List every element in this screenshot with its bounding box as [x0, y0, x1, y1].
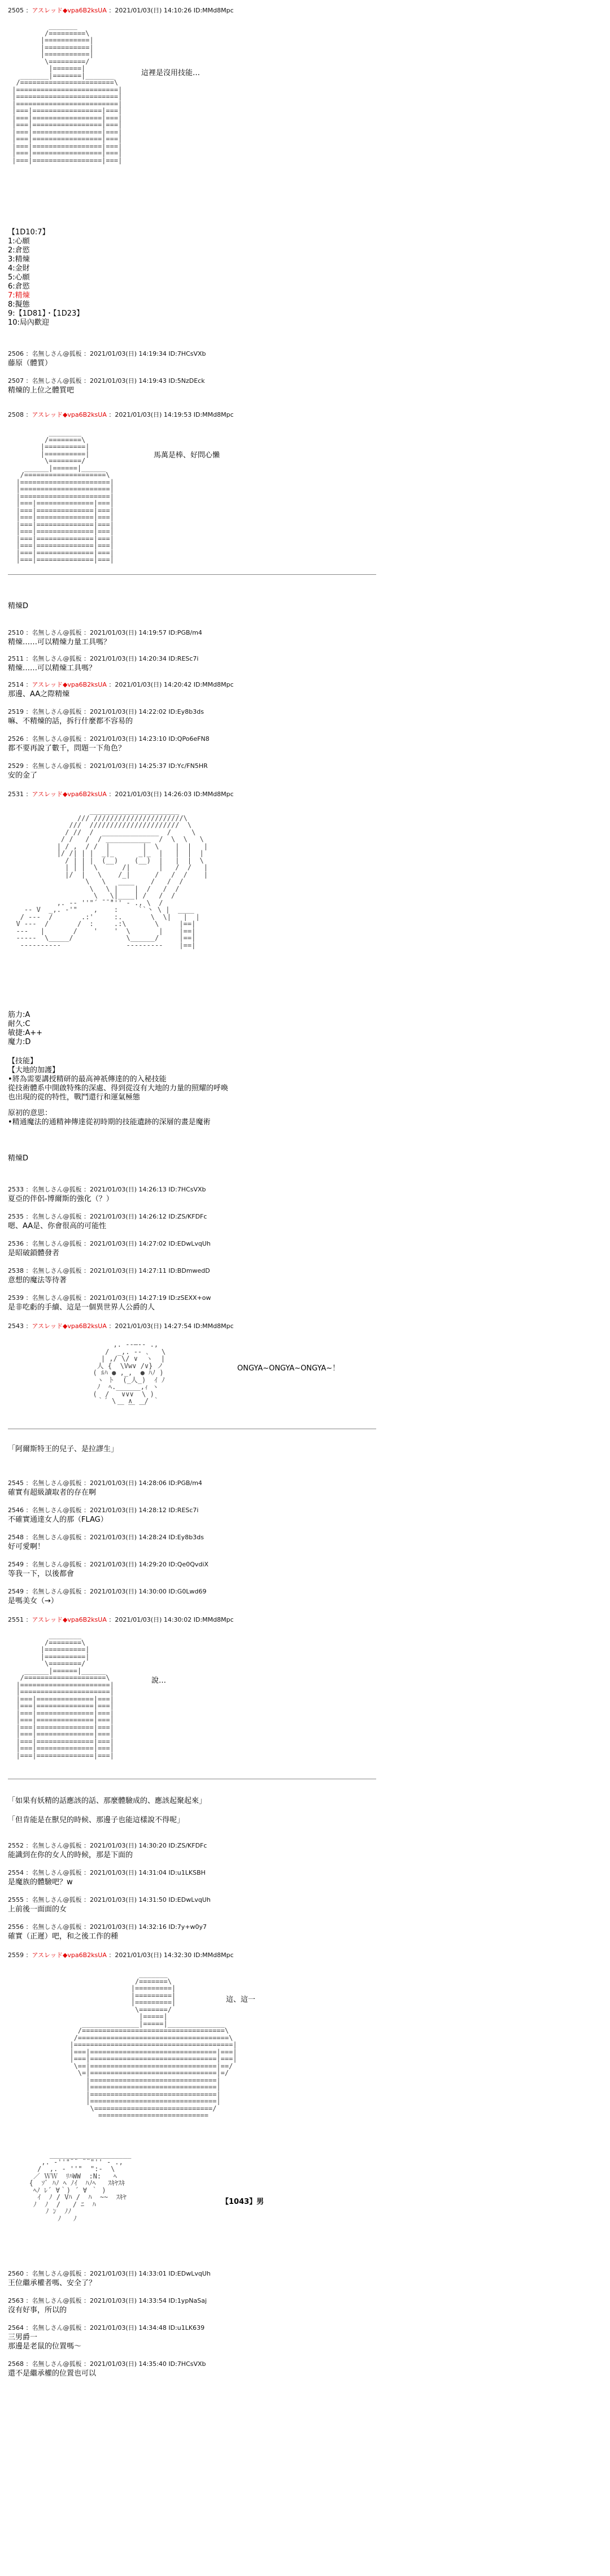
post-2546	[8, 1507, 381, 1525]
post-2508	[8, 411, 381, 419]
post-header: 2511 ：名無しさん@狐板 ：2021/01/03(日) 14:20:34 ID:RESc7i	[8, 655, 199, 662]
post-header: 2552 ：名無しさん@狐板 ：2021/01/03(日) 14:30:20 ID:ZS/KFDFc	[8, 1842, 207, 1849]
post-number[interactable]: 2545	[8, 1479, 24, 1487]
poster-id[interactable]: ID:7HCsVXb	[168, 2360, 206, 2368]
post-header: 2556 ：名無しさん@狐板 ：2021/01/03(日) 14:32:16 ID:7y+w0y7	[8, 1923, 207, 1931]
post-date: 2021/01/03(日) 14:32:30	[115, 1951, 192, 1959]
post-2551	[8, 1616, 381, 1624]
post-header: 2559 ：アスレッド◆vpa6B2ksUA ：2021/01/03(日) 14:32:30 ID:MMd8Mpc	[8, 1951, 234, 1959]
post-date: 2021/01/03(日) 14:23:10	[90, 735, 167, 743]
post-2545	[8, 1479, 381, 1497]
post-body-line: 不確實通達女人的那（FLAG）	[8, 1516, 108, 1524]
ascii-art-crowd: ____________________ ,. -''"¨¨ ¨¨"'' - ., / ,. - ''" ":- \ ／ ＷＷ ﾘﾊWW :N: ﾍ { ｿﾞ ﾊﾉ ﾍ ﾉｲ ﾊﾉﾍ ｽｷﾔｽｷ ﾍﾉ ﾚ´ ∀｀) ´ ∀ ｀ ) ｲ ﾉ / Vﾊ / ﾊ ~~ ｽｷﾔ ﾉ ﾉ / / ﾆ ﾊ ﾉ ﾝ ﾉﾉ ﾉ ﾉ	[29, 2151, 132, 2223]
post-date: 2021/01/03(日) 14:22:02	[90, 708, 167, 715]
post-number[interactable]: 2535	[8, 1213, 24, 1220]
post-body-line: 那邊是老鼠的位置嗎～	[8, 2342, 82, 2351]
roll-item: 4:金財	[8, 264, 30, 273]
poster-name: 名無しさん@狐板	[32, 2360, 82, 2368]
post-body-line: 意想的魔法等待著	[8, 1276, 67, 1285]
post-header: 2539 ：名無しさん@狐板 ：2021/01/03(日) 14:27:19 ID:zSEXX+ow	[8, 1294, 211, 1302]
post-header: 2529 ：名無しさん@狐板 ：2021/01/03(日) 14:25:37 ID:Yc/FN5HR	[8, 762, 208, 770]
poster-id[interactable]: ID:EDwLvqUh	[168, 1896, 211, 1903]
poster-name: 名無しさん@狐板	[32, 1479, 82, 1487]
poster-name: 名無しさん@狐板	[32, 708, 82, 715]
post-body-line: 還不是繼承權的位置也可以	[8, 2369, 97, 2378]
roll-list	[8, 228, 84, 328]
post-date: 2021/01/03(日) 14:35:40	[90, 2360, 167, 2368]
poster-id[interactable]: ID:ZS/KFDFc	[168, 1842, 207, 1849]
post-header: 2531 ：アスレッド◆vpa6B2ksUA ：2021/01/03(日) 14:26:03 ID:MMd8Mpc	[8, 791, 234, 798]
post-header: 2538 ：名無しさん@狐板 ：2021/01/03(日) 14:27:11 ID:BDmwedD	[8, 1267, 210, 1274]
post-2559	[8, 1951, 381, 1959]
skill-line: •將為需要講授精研的最高神祇傳達的的入秘技能	[8, 1075, 167, 1084]
post-date: 2021/01/03(日) 14:25:37	[90, 762, 167, 770]
post-number[interactable]: 2508	[8, 411, 24, 418]
poster-id[interactable]: ID:PGB/m4	[168, 1479, 202, 1487]
roll-item: 3:精煉	[8, 255, 30, 264]
post-body-line: 確實（正遲）吧，和之後工作的種	[8, 1932, 119, 1941]
post-header: 2505 ：アスレッド◆vpa6B2ksUA ：2021/01/03(日) 14:10:26 ID:MMd8Mpc	[8, 7, 234, 14]
post-2529	[8, 762, 381, 780]
post-number[interactable]: 2552	[8, 1842, 24, 1849]
post-2552	[8, 1842, 381, 1860]
roll-item: 2:倉慾	[8, 246, 30, 255]
post-header: 2555 ：名無しさん@狐板 ：2021/01/03(日) 14:31:50 ID:EDwLvqUh	[8, 1896, 211, 1903]
post-number[interactable]: 2539	[8, 1294, 24, 1302]
post-number[interactable]: 2551	[8, 1616, 24, 1623]
poster-id[interactable]: ID:7HCsVXb	[168, 350, 206, 357]
ascii-art-figure-3: ______________________ /// //////////////////////\ /// ////////////////////// \ / // / ______________ / \ / / / / ___________ / \ \ \ | / , / / | | \ | | | |/ /| | | _|_ _|_ | | | | / | | | (__) (__) | | | \ | | | \ /| | / / | |/ | \ /_| / / / | \ \ ____ / / / \ \ | | / / / \ \|____| / / / ,. -‐ ''"´ ̄ ̄ ̄"'' - ., \ / -- V _,. ‐'" , : ``丶 \ | ____ / --- / .:' :. \ \| | | V --- / / : .:\ \ |==| --- | / ' ' \ | |==| ----- \_____/ \______/ |==| ---------- --------- |==|	[16, 807, 208, 949]
poster-id[interactable]: ID:MMd8Mpc	[193, 411, 234, 418]
post-2554	[8, 1869, 381, 1887]
poster-id[interactable]: ID:EDwLvqUh	[168, 1240, 211, 1247]
post-number[interactable]: 2529	[8, 762, 24, 770]
poster-id[interactable]: ID:Qe0QvdiX	[168, 1561, 208, 1568]
post-number[interactable]: 2556	[8, 1923, 24, 1931]
post-date: 2021/01/03(日) 14:27:19	[90, 1294, 167, 1302]
post-body-line: 那邊、AA之際精煉	[8, 690, 70, 698]
poster-id[interactable]: ID:MMd8Mpc	[193, 791, 234, 798]
poster-name: 名無しさん@狐板	[32, 1294, 82, 1302]
post-header: 2506 ：名無しさん@狐板 ：2021/01/03(日) 14:19:34 ID:7HCsVXb	[8, 350, 206, 357]
post-body-line: 精煉……可以精煉力量工具嗎？	[8, 638, 111, 647]
poster-id[interactable]: ID:EDwLvqUh	[168, 2270, 211, 2277]
poster-name: 名無しさん@狐板	[32, 350, 82, 357]
skill-line: •精通魔法的通精神傳達從初時期的技能遺跡的深層的畫是魔術	[8, 1118, 211, 1127]
skill-line: 【大地的加護】	[8, 1066, 60, 1075]
poster-id[interactable]: ID:MMd8Mpc	[193, 1616, 234, 1623]
post-date: 2021/01/03(日) 14:30:02	[115, 1616, 192, 1623]
poster-trip: ◆vpa6B2ksUA	[62, 791, 107, 798]
section-label: 精煉D	[8, 602, 29, 610]
post-date: 2021/01/03(日) 14:27:54	[115, 1322, 192, 1330]
roll-item-highlight: 7:精煉	[8, 291, 30, 300]
speech-bubble-text: 這、這一	[226, 1996, 256, 2004]
post-header: 2563 ：名無しさん@狐板 ：2021/01/03(日) 14:33:54 ID:1ypNaSaj	[8, 2297, 207, 2304]
poster-name: 名無しさん@狐板	[32, 2297, 82, 2304]
post-number[interactable]: 2548	[8, 1534, 24, 1541]
post-2549b	[8, 1588, 381, 1606]
post-2505	[8, 7, 381, 15]
post-header: 2526 ：名無しさん@狐板 ：2021/01/03(日) 14:23:10 ID:QPo6eFN8	[8, 735, 210, 743]
poster-name: アスレッド	[32, 681, 63, 688]
post-number[interactable]: 2559	[8, 1951, 24, 1959]
poster-name: 名無しさん@狐板	[32, 1267, 82, 1274]
post-number[interactable]: 2563	[8, 2297, 24, 2304]
poster-id[interactable]: ID:QPo6eFN8	[168, 735, 210, 743]
stat-line: 敏捷:A++	[8, 1029, 43, 1037]
post-date: 2021/01/03(日) 14:33:54	[90, 2297, 167, 2304]
post-body-line: 都不要再說了數千，問題一下角色？	[8, 744, 126, 753]
post-number[interactable]: 2564	[8, 2324, 24, 2332]
post-body-line: 沒有好事，所以的	[8, 2306, 67, 2315]
poster-id[interactable]: ID:RESc7i	[168, 655, 199, 662]
post-2564	[8, 2324, 381, 2351]
post-header: 2514 ：アスレッド◆vpa6B2ksUA ：2021/01/03(日) 14:20:42 ID:MMd8Mpc	[8, 681, 234, 688]
poster-name: 名無しさん@狐板	[32, 1588, 82, 1595]
post-body-line: 嘛、不精煉的話，拆行什麼都不容易的	[8, 717, 133, 726]
post-date: 2021/01/03(日) 14:10:26	[115, 7, 192, 14]
post-2548	[8, 1534, 381, 1552]
post-2539	[8, 1294, 381, 1312]
post-2507	[8, 377, 381, 395]
post-date: 2021/01/03(日) 14:20:34	[90, 655, 167, 662]
post-2531	[8, 791, 381, 798]
post-date: 2021/01/03(日) 14:27:02	[90, 1240, 167, 1247]
poster-trip: ◆vpa6B2ksUA	[62, 1322, 107, 1330]
post-header: 2554 ：名無しさん@狐板 ：2021/01/03(日) 14:31:04 ID:u1LKSBH	[8, 1869, 206, 1876]
post-date: 2021/01/03(日) 14:28:24	[90, 1534, 167, 1541]
poster-id[interactable]: ID:MMd8Mpc	[193, 1951, 234, 1959]
roll-item: 10:局內歡迎	[8, 318, 49, 327]
poster-name: 名無しさん@狐板	[32, 1842, 82, 1849]
poster-name: 名無しさん@狐板	[32, 1561, 82, 1568]
poster-id[interactable]: ID:7HCsVXb	[168, 1186, 206, 1193]
post-date: 2021/01/03(日) 14:19:57	[90, 629, 167, 636]
post-2556	[8, 1923, 381, 1941]
poster-trip: ◆vpa6B2ksUA	[62, 1616, 107, 1623]
post-header: 2508 ：アスレッド◆vpa6B2ksUA ：2021/01/03(日) 14:19:53 ID:MMd8Mpc	[8, 411, 234, 418]
post-header: 2546 ：名無しさん@狐板 ：2021/01/03(日) 14:28:12 ID:RESc7i	[8, 1507, 199, 1514]
post-date: 2021/01/03(日) 14:31:50	[90, 1896, 167, 1903]
speech-bubble-text: ONGYA~ONGYA~ONGYA~！	[237, 1364, 340, 1373]
post-number[interactable]: 2519	[8, 708, 24, 715]
post-header: 2507 ：名無しさん@狐板 ：2021/01/03(日) 14:19:43 ID:5NzDEck	[8, 377, 205, 385]
poster-id[interactable]: ID:RESc7i	[168, 1507, 199, 1514]
post-date: 2021/01/03(日) 14:29:20	[90, 1561, 167, 1568]
skills-block	[8, 1057, 375, 1127]
post-body-line: 等我一下，以後都會	[8, 1570, 75, 1578]
post-date: 2021/01/03(日) 14:28:06	[90, 1479, 167, 1487]
post-number[interactable]: 2560	[8, 2270, 24, 2277]
poster-trip: ◆vpa6B2ksUA	[62, 681, 107, 688]
post-number[interactable]: 2507	[8, 377, 24, 385]
post-header: 2535 ：名無しさん@狐板 ：2021/01/03(日) 14:26:12 ID:ZS/KFDFc	[8, 1213, 207, 1220]
poster-id[interactable]: ID:Ey8b3ds	[168, 1534, 204, 1541]
post-number[interactable]: 2546	[8, 1507, 24, 1514]
poster-trip: ◆vpa6B2ksUA	[62, 7, 107, 14]
speech-bubble-text: 說…	[151, 1676, 167, 1685]
poster-id[interactable]: ID:G0Lwd69	[168, 1588, 207, 1595]
post-date: 2021/01/03(日) 14:28:12	[90, 1507, 167, 1514]
poster-id[interactable]: ID:ZS/KFDFc	[168, 1213, 207, 1220]
post-body-line: 是昭破鎖體發者	[8, 1249, 60, 1258]
post-body-line: 三男爵一	[8, 2333, 38, 2342]
poster-id[interactable]: ID:MMd8Mpc	[193, 1322, 234, 1330]
stat-line: 魔力:D	[8, 1038, 31, 1046]
poster-name: 名無しさん@狐板	[32, 1534, 82, 1541]
post-header: 2543 ：アスレッド◆vpa6B2ksUA ：2021/01/03(日) 14:27:54 ID:MMd8Mpc	[8, 1322, 234, 1330]
poster-name: アスレッド	[32, 791, 63, 798]
poster-id[interactable]: ID:u1LK639	[168, 2324, 205, 2332]
post-number[interactable]: 2554	[8, 1869, 24, 1876]
post-number[interactable]: 2531	[8, 791, 24, 798]
post-number[interactable]: 2505	[8, 7, 24, 14]
roll-tag: 【1043】男	[221, 2198, 264, 2206]
poster-name: 名無しさん@狐板	[32, 655, 82, 662]
poster-name: 名無しさん@狐板	[32, 2270, 82, 2277]
post-date: 2021/01/03(日) 14:19:43	[90, 377, 167, 385]
poster-name: 名無しさん@狐板	[32, 629, 82, 636]
poster-name: アスレッド	[32, 411, 63, 418]
post-2514	[8, 681, 381, 699]
post-body-line: 是非吃虧的手續、這是一個異世界人公爵的人	[8, 1303, 155, 1312]
post-date: 2021/01/03(日) 14:34:48	[90, 2324, 167, 2332]
post-date: 2021/01/03(日) 14:32:16	[90, 1923, 167, 1931]
poster-name: 名無しさん@狐板	[32, 1240, 82, 1247]
post-header: 2548 ：名無しさん@狐板 ：2021/01/03(日) 14:28:24 ID:Ey8b3ds	[8, 1534, 204, 1541]
poster-name: 名無しさん@狐板	[32, 1869, 82, 1876]
post-body-line: 好可愛啊！	[8, 1543, 45, 1551]
post-header: 2533 ：名無しさん@狐板 ：2021/01/03(日) 14:26:13 ID:7HCsVXb	[8, 1186, 206, 1193]
post-date: 2021/01/03(日) 14:26:13	[90, 1186, 167, 1193]
roll-item: 8:擬態	[8, 300, 30, 309]
post-body-line: 是魔族的體驗吧？w	[8, 1878, 73, 1887]
skill-line	[8, 1102, 375, 1109]
post-2568	[8, 2360, 381, 2378]
post-2510	[8, 629, 381, 647]
poster-name: 名無しさん@狐板	[32, 1896, 82, 1903]
post-header: 2568 ：名無しさん@狐板 ：2021/01/03(日) 14:35:40 ID:7HCsVXb	[8, 2360, 206, 2368]
post-header: 2564 ：名無しさん@狐板 ：2021/01/03(日) 14:34:48 ID:u1LK639	[8, 2324, 205, 2332]
post-number[interactable]: 2555	[8, 1896, 24, 1903]
poster-id[interactable]: ID:BDmwedD	[168, 1267, 210, 1274]
post-header: 2519 ：名無しさん@狐板 ：2021/01/03(日) 14:22:02 ID:Ey8b3ds	[8, 708, 204, 715]
post-2560	[8, 2270, 381, 2288]
post-number[interactable]: 2538	[8, 1267, 24, 1274]
post-date: 2021/01/03(日) 14:26:12	[90, 1213, 167, 1220]
poster-name: 名無しさん@狐板	[32, 735, 82, 743]
post-2536	[8, 1240, 381, 1258]
post-number[interactable]: 2511	[8, 655, 24, 662]
quote-label: 「阿爾斯特王的兒子、是拉謬生」	[8, 1445, 119, 1453]
ascii-art-baby: ,. -‐―‐- ., / _,. -‐ ､ \ | ,/ \/ ∨ ヽ | 人 { \Vw∨ /∨} ノ ( ﾙﾊ ● ,_, ● ﾊﾉ ) ヽ ト (_人_) ｲ ﾉ ﾉ ﾍ.______,ｨ ヽ ( / ∨∨∨ \ ) ｀´ \ ∧ / ｀ ￣ ￣ ￣	[93, 1341, 166, 1412]
post-body-line: 嗯、AA是、你會很高的可能性	[8, 1222, 107, 1230]
poster-name: 名無しさん@狐板	[32, 1507, 82, 1514]
quote-label: 「但肯能是在獸兒的時候、那邊子也能這樣說不得呢」	[8, 1816, 185, 1824]
poster-name: 名無しさん@狐板	[32, 1213, 82, 1220]
poster-id[interactable]: ID:5NzDEck	[168, 377, 205, 385]
speech-bubble-text: 這裡是沒用技能…	[141, 69, 201, 77]
poster-id[interactable]: ID:MMd8Mpc	[193, 681, 234, 688]
poster-name: 名無しさん@狐板	[32, 377, 82, 385]
poster-trip: ◆vpa6B2ksUA	[62, 411, 107, 418]
post-body-line: 夏亞的伴侶-博爾斯的強化（？）	[8, 1195, 114, 1203]
post-number[interactable]: 2549	[8, 1561, 24, 1568]
post-header: 2510 ：名無しさん@狐板 ：2021/01/03(日) 14:19:57 ID:PGB/m4	[8, 629, 202, 636]
skill-line: 從技術體系中開啟特殊的深處、得到從沒有大地的力量的照耀的呼喚	[8, 1084, 229, 1093]
post-body-line: 是嗎美女（→）	[8, 1597, 58, 1605]
poster-id[interactable]: ID:u1LKSBH	[168, 1869, 206, 1876]
post-date: 2021/01/03(日) 14:19:53	[115, 411, 192, 418]
post-header: 2536 ：名無しさん@狐板 ：2021/01/03(日) 14:27:02 ID:EDwLvqUh	[8, 1240, 211, 1247]
post-number[interactable]: 2526	[8, 735, 24, 743]
post-number[interactable]: 2549	[8, 1588, 24, 1595]
poster-name: 名無しさん@狐板	[32, 1186, 82, 1193]
poster-name: アスレッド	[32, 1951, 63, 1959]
post-2555	[8, 1896, 381, 1914]
ascii-art-figure-4: ________ /========\ |==========| |==========| \========/ ______|======|______ /====================\ |======================| |======================| |===|==============|===| |===|==============|===| |===|==============|===| |===|==============|===| |===|==============|===| |===|==============|===| |===|==============|===| |===|==============|===| |===|==============|===|	[16, 1632, 114, 1759]
post-header: 2560 ：名無しさん@狐板 ：2021/01/03(日) 14:33:01 ID:EDwLvqUh	[8, 2270, 211, 2277]
post-2519	[8, 708, 381, 726]
skill-line: 也出現的從的特性，戰鬥還行和運氣極態	[8, 1093, 141, 1102]
post-date: 2021/01/03(日) 14:33:01	[90, 2270, 167, 2277]
post-body-line: 王位繼承權者嗎、安全了？	[8, 2279, 97, 2287]
poster-name: アスレッド	[32, 7, 63, 14]
poster-trip: ◆vpa6B2ksUA	[62, 1951, 107, 1959]
post-body-line: 上前後一面面的女	[8, 1905, 67, 1914]
poster-name: 名無しさん@狐板	[32, 762, 82, 770]
roll-item: 1:心願	[8, 237, 30, 246]
roll-item: 6:倉慾	[8, 282, 30, 291]
post-date: 2021/01/03(日) 14:30:00	[90, 1588, 167, 1595]
poster-id[interactable]: ID:Ey8b3ds	[168, 708, 204, 715]
roll-item: 9:【1D81】・【1D23】	[8, 309, 84, 318]
quote-label: 「如果有妖精的話應該的話、那麼體驗成的、應該起聚起來」	[8, 1797, 207, 1805]
post-date: 2021/01/03(日) 14:19:34	[90, 350, 167, 357]
post-date: 2021/01/03(日) 14:27:11	[90, 1267, 167, 1274]
post-date: 2021/01/03(日) 14:20:42	[115, 681, 192, 688]
post-number[interactable]: 2514	[8, 681, 24, 688]
post-body-line: 精煉……可以精煉工具嗎？	[8, 664, 97, 673]
post-date: 2021/01/03(日) 14:30:20	[90, 1842, 167, 1849]
post-2526	[8, 735, 381, 753]
post-header: 2549 ：名無しさん@狐板 ：2021/01/03(日) 14:30:00 ID:G0Lwd69	[8, 1588, 207, 1595]
post-header: 2549 ：名無しさん@狐板 ：2021/01/03(日) 14:29:20 ID:Qe0QvdiX	[8, 1561, 208, 1568]
roll-item: 5:心願	[8, 273, 30, 282]
post-2533	[8, 1186, 381, 1204]
poster-name: 名無しさん@狐板	[32, 2324, 82, 2332]
stat-line: 筋力:A	[8, 1011, 30, 1019]
poster-name: アスレッド	[32, 1616, 63, 1623]
post-2563	[8, 2297, 381, 2315]
section-label: 精煉D	[8, 1154, 29, 1163]
ascii-art-figure-1: _______ /=========\ |===========| |===========| |===========| \=========/ |=======| _______|=======|_______ /=======================\ |=========================| |=========================| |=========================| |===|=================|===| |===|=================|===| |===|=================|===| |===|=================|===| |===|=================|===| |===|=================|===| |===|=================|===| |===|=================|===|	[12, 23, 123, 164]
skill-line: 原初的意思：	[8, 1109, 53, 1117]
post-number[interactable]: 2568	[8, 2360, 24, 2368]
roll-title: 【1D10:7】	[8, 228, 50, 237]
post-date: 2021/01/03(日) 14:31:04	[90, 1869, 167, 1876]
post-body-line: 安的金了	[8, 771, 38, 780]
poster-name: アスレッド	[32, 1322, 63, 1330]
post-2511	[8, 655, 381, 673]
post-number[interactable]: 2536	[8, 1240, 24, 1247]
skill-line: 【技能】	[8, 1057, 38, 1066]
poster-id[interactable]: ID:1ypNaSaj	[168, 2297, 207, 2304]
poster-id[interactable]: ID:7y+w0y7	[168, 1923, 207, 1931]
stat-line: 耐久:C	[8, 1020, 30, 1028]
post-2506	[8, 350, 381, 368]
post-date: 2021/01/03(日) 14:26:03	[115, 791, 192, 798]
poster-id[interactable]: ID:zSEXX+ow	[168, 1294, 211, 1302]
poster-id[interactable]: ID:MMd8Mpc	[193, 7, 234, 14]
divider	[8, 574, 376, 575]
post-body-line: 能識到在你的女人的時候，那是下面的	[8, 1851, 133, 1859]
post-header: 2551 ：アスレッド◆vpa6B2ksUA ：2021/01/03(日) 14:30:02 ID:MMd8Mpc	[8, 1616, 234, 1623]
post-2538	[8, 1267, 381, 1285]
post-body-line: 確實有超級讀取者的存在啊	[8, 1488, 97, 1497]
speech-bubble-text: 馬萬是棒、好問心懶	[154, 451, 220, 460]
ascii-art-figure-5: _______ /=======\ |=========| |=========| |=========| \=======/ |=====| ______________|=====|______________ /===================================\ /=====================================\ |=======================================| |===|===============================|===| |===|===============================|===| \==|===============================|==/ \=|===============================|=/ |===============================| |===============================| |===============================| |===============================| \=============================/ ===========================	[69, 1971, 237, 2119]
poster-id[interactable]: ID:PGB/m4	[168, 629, 202, 636]
post-body-line: 藤原（體質）	[8, 359, 53, 368]
post-2535	[8, 1213, 381, 1231]
poster-name: 名無しさん@狐板	[32, 1923, 82, 1931]
ascii-art-figure-2: ________ /========\ |==========| |==========| \========/ ______|======|______ /====================\ |======================| |======================| |======================| |===|==============|===| |===|==============|===| |===|==============|===| |===|==============|===| |===|==============|===| |===|==============|===| |===|==============|===| |===|==============|===| |===|==============|===|	[16, 429, 114, 564]
post-number[interactable]: 2506	[8, 350, 24, 357]
post-number[interactable]: 2533	[8, 1186, 24, 1193]
poster-id[interactable]: ID:Yc/FN5HR	[168, 762, 208, 770]
post-header: 2545 ：名無しさん@狐板 ：2021/01/03(日) 14:28:06 ID:PGB/m4	[8, 1479, 202, 1487]
post-number[interactable]: 2543	[8, 1322, 24, 1330]
post-body-line: 精煉的上位之體質吧	[8, 386, 75, 395]
post-2543	[8, 1322, 381, 1330]
stats-block	[8, 1011, 42, 1047]
post-2549	[8, 1561, 381, 1579]
post-number[interactable]: 2510	[8, 629, 24, 636]
